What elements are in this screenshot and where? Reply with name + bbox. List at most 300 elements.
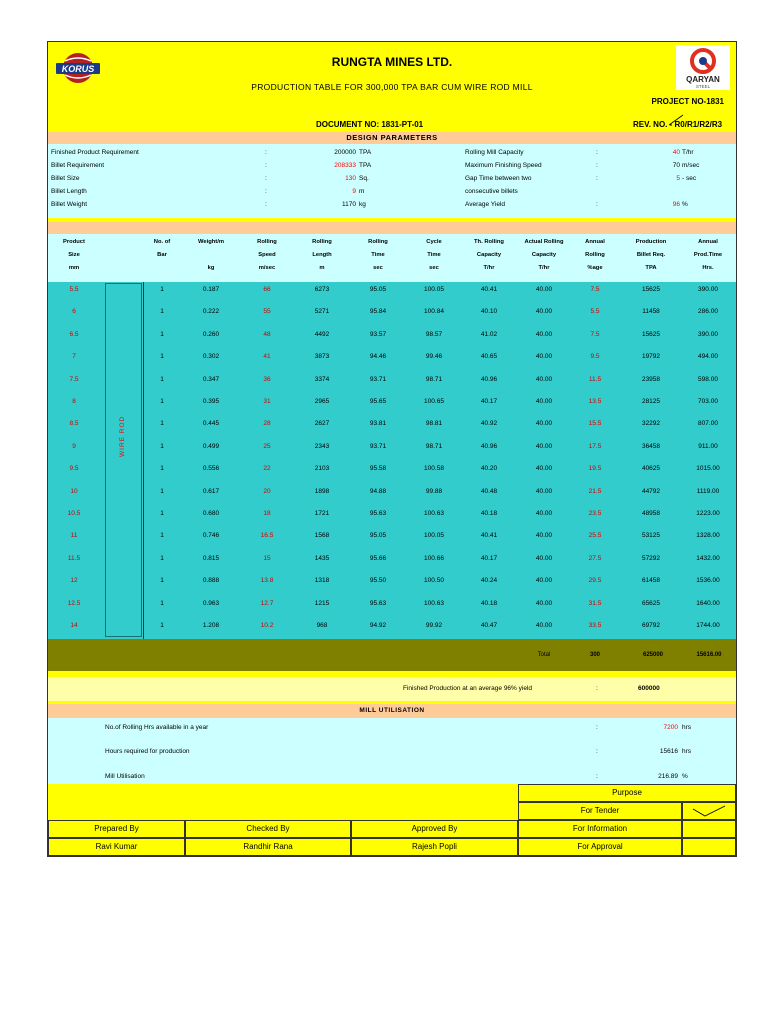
qaryan-logo-text: QARYAN <box>686 75 720 84</box>
table-cell: 99.46 <box>425 353 443 361</box>
wire-rod-label: WIRE ROD <box>119 415 126 457</box>
table-cell: 40.00 <box>535 532 553 540</box>
table-cell: 1640.00 <box>696 599 720 607</box>
mill-label: Hours required for production <box>105 748 190 755</box>
column-header: Time <box>371 252 385 258</box>
column-header: Rolling <box>585 252 605 258</box>
for-information-checkbox <box>682 820 736 838</box>
table-cell: 2343 <box>314 442 330 450</box>
table-cell: 20 <box>263 487 271 495</box>
table-cell: 0.260 <box>202 330 220 338</box>
table-cell: 11.5 <box>588 375 602 383</box>
param-label: Finished Product Requirement <box>51 149 139 156</box>
table-cell: 19.5 <box>588 465 602 473</box>
table-cell: 1 <box>160 353 164 361</box>
total-billet: 625000 <box>642 652 664 658</box>
table-cell: 100.84 <box>424 308 444 316</box>
table-cell: 12 <box>70 577 78 585</box>
param-colon: : <box>596 149 598 156</box>
column-header: Capacity <box>476 252 502 258</box>
param-label: Billet Length <box>51 188 87 195</box>
total-row <box>48 639 736 671</box>
table-cell: 27.5 <box>588 554 602 562</box>
table-cell: 1015.00 <box>696 465 720 473</box>
table-cell: 100.58 <box>424 465 444 473</box>
column-header: %age <box>587 265 603 271</box>
table-cell: 0.499 <box>202 442 220 450</box>
param-value: 9 <box>352 188 356 195</box>
param-colon: : <box>265 201 267 208</box>
mill-utilisation-bar <box>48 704 736 718</box>
table-cell: 57292 <box>641 554 661 562</box>
table-cell: 0.347 <box>202 375 220 383</box>
table-cell: 1215 <box>314 599 330 607</box>
table-cell: 15.5 <box>588 420 602 428</box>
table-cell: 28125 <box>641 398 661 405</box>
table-cell: 40.00 <box>535 330 553 338</box>
param-colon: : <box>265 188 267 195</box>
table-cell: 13.8 <box>260 577 274 585</box>
param-unit: kg <box>359 201 366 208</box>
table-cell: 1119.00 <box>696 487 720 495</box>
table-cell: 40.92 <box>480 420 498 428</box>
table-cell: 11.5 <box>67 554 81 562</box>
table-cell: 5.5 <box>590 308 600 316</box>
table-cell: 15625 <box>641 330 661 338</box>
param-colon: : <box>265 149 267 156</box>
table-cell: 40.47 <box>480 622 498 629</box>
table-cell: 703.00 <box>698 398 718 405</box>
table-cell: 0.302 <box>202 353 220 361</box>
table-cell: 1328.00 <box>696 532 720 540</box>
for-approval-checkbox <box>682 838 736 856</box>
mill-label: Mill Utilisation <box>105 773 145 780</box>
table-cell: 55 <box>263 308 271 316</box>
table-cell: 40.18 <box>480 599 498 607</box>
table-cell: 100.66 <box>424 554 444 562</box>
table-cell: 100.63 <box>424 599 444 607</box>
table-cell: 16.5 <box>260 532 274 540</box>
table-cell: 40.96 <box>480 375 498 383</box>
column-header: Product <box>63 239 85 245</box>
table-cell: 33.5 <box>588 622 602 629</box>
table-cell: 95.63 <box>369 510 387 517</box>
mill-unit: hrs <box>682 748 692 755</box>
table-cell: 2627 <box>314 420 330 428</box>
table-cell: 3873 <box>314 353 330 361</box>
param-unit: Sq. <box>359 175 369 182</box>
table-cell: 66 <box>263 286 271 293</box>
checked-by-label: Checked By <box>185 820 351 838</box>
table-cell: 40.00 <box>535 420 553 428</box>
table-cell: 95.58 <box>369 465 387 473</box>
table-cell: 1318 <box>314 577 330 585</box>
param-colon: : <box>596 201 598 208</box>
table-cell: 40.00 <box>535 308 553 316</box>
table-cell: 40.00 <box>535 487 553 495</box>
table-cell: 0.963 <box>202 599 220 607</box>
table-cell: 1568 <box>314 532 330 540</box>
param-colon: : <box>265 162 267 169</box>
table-cell: 0.815 <box>202 554 220 562</box>
table-cell: 40.10 <box>480 308 498 316</box>
table-cell: 0.222 <box>202 308 220 316</box>
column-header: m <box>319 265 325 271</box>
table-cell: 6273 <box>314 286 330 293</box>
table-cell: 40.18 <box>480 510 498 517</box>
column-header: mm <box>68 265 80 271</box>
table-cell: 3374 <box>314 375 330 383</box>
table-cell: 98.71 <box>425 375 443 383</box>
table-cell: 5.5 <box>69 286 79 293</box>
table-cell: 2965 <box>314 398 330 405</box>
mill-label: No.of Rolling Hrs available in a year <box>105 724 209 731</box>
mill-colon: : <box>596 773 598 780</box>
finished-production-colon: : <box>596 685 598 692</box>
mill-colon: : <box>596 724 598 731</box>
table-header <box>48 234 736 282</box>
table-cell: 10.2 <box>260 622 274 629</box>
mill-value: 7200 <box>663 724 678 731</box>
table-cell: 10.5 <box>67 510 81 517</box>
column-header: T/hr <box>538 265 550 271</box>
table-cell: 390.00 <box>698 286 718 293</box>
revision-number: REV. NO. - R0/R1/R2/R3 <box>633 120 723 129</box>
column-header: Hrs. <box>702 265 714 271</box>
column-header: T/hr <box>483 265 495 271</box>
column-header: sec <box>429 265 439 271</box>
mill-utilisation-title: MILL UTILISATION <box>359 707 425 714</box>
column-header: Billet Req. <box>636 252 666 258</box>
mill-unit: % <box>682 773 688 780</box>
for-approval-cell: For Approval <box>518 838 682 856</box>
table-cell: 40.00 <box>535 442 553 450</box>
column-header: Rolling <box>312 239 332 245</box>
table-cell: 40.41 <box>480 532 498 540</box>
table-cell: 10 <box>70 487 78 495</box>
table-cell: 53125 <box>641 532 661 540</box>
table-cell: 93.57 <box>369 330 387 338</box>
table-cell: 0.746 <box>202 532 220 540</box>
table-cell: 6.5 <box>69 330 79 338</box>
table-cell: 100.63 <box>424 510 444 517</box>
param-colon: : <box>265 175 267 182</box>
column-header: Rolling <box>257 239 277 245</box>
table-cell: 95.84 <box>369 308 387 316</box>
table-cell: 7 <box>72 353 76 361</box>
table-cell: 598.00 <box>698 375 718 383</box>
table-subtitle: PRODUCTION TABLE FOR 300,000 TPA BAR CUM WIRE ROD MILL <box>251 82 533 92</box>
table-cell: 40.20 <box>480 465 498 473</box>
table-cell: 7.5 <box>69 375 79 383</box>
table-cell: 17.5 <box>588 442 602 450</box>
column-header: Time <box>427 252 441 258</box>
table-cell: 21.5 <box>588 487 602 495</box>
table-cell: 1432.00 <box>696 554 720 562</box>
table-cell: 40.00 <box>535 398 553 405</box>
table-cell: 95.50 <box>369 577 387 585</box>
table-cell: 1 <box>160 420 164 428</box>
param-value: 200000 <box>334 149 356 156</box>
table-cell: 1 <box>160 398 164 405</box>
column-header: Size <box>68 252 80 258</box>
table-cell: 1898 <box>314 487 330 495</box>
table-cell: 1 <box>160 442 164 450</box>
param-value: 96 <box>672 201 680 208</box>
table-cell: 15625 <box>641 286 661 293</box>
param-label: consecutive billets <box>465 188 518 195</box>
table-cell: 1744.00 <box>696 622 720 629</box>
table-cell: 13.5 <box>588 398 602 405</box>
param-unit: T/hr <box>682 149 694 156</box>
param-label: Billet Requirement <box>51 162 105 169</box>
mill-value: 216.89 <box>658 773 678 780</box>
table-cell: 494.00 <box>698 353 718 361</box>
column-header: Length <box>312 252 332 258</box>
table-cell: 11 <box>70 532 78 540</box>
table-cell: 1.208 <box>202 622 220 629</box>
param-label: Average Yield <box>465 201 505 208</box>
param-value: 1170 <box>342 201 356 208</box>
design-parameters-title: DESIGN PARAMETERS <box>346 133 438 142</box>
param-colon: : <box>596 175 598 182</box>
table-cell: 99.88 <box>425 487 443 495</box>
table-cell: 23958 <box>641 375 661 383</box>
param-label: Gap Time between two <box>465 175 532 182</box>
table-cell: 9.5 <box>590 353 600 361</box>
column-header: Capacity <box>531 252 557 258</box>
table-cell: 95.05 <box>369 286 387 293</box>
column-header: sec <box>373 265 383 271</box>
table-cell: 94.88 <box>369 487 387 495</box>
table-cell: 8.5 <box>69 420 79 428</box>
param-unit: TPA <box>359 149 372 156</box>
table-cell: 0.187 <box>202 286 220 293</box>
table-cell: 968 <box>316 622 328 629</box>
table-cell: 36458 <box>641 442 661 450</box>
table-cell: 31 <box>263 398 271 405</box>
table-cell: 41.02 <box>480 330 498 338</box>
table-cell: 6 <box>72 308 76 316</box>
company-title: RUNGTA MINES LTD. <box>331 55 453 69</box>
table-cell: 1 <box>160 532 164 540</box>
qaryan-logo-sub: STEEL <box>695 84 711 89</box>
table-cell: 95.66 <box>369 554 387 562</box>
finished-production-value: 600000 <box>638 685 660 692</box>
table-cell: 48958 <box>641 510 661 517</box>
table-cell: 40.17 <box>480 554 498 562</box>
table-cell: 31.5 <box>588 599 602 607</box>
table-cell: 40.24 <box>480 577 498 585</box>
table-cell: 40.17 <box>480 398 498 405</box>
for-information-cell: For Information <box>518 820 682 838</box>
table-cell: 1 <box>160 599 164 607</box>
mill-utilisation-panel <box>48 718 736 784</box>
table-cell: 0.395 <box>202 398 220 405</box>
param-value: 130 <box>345 175 356 182</box>
table-cell: 25.5 <box>588 532 602 540</box>
table-cell: 44792 <box>641 487 661 495</box>
finished-production-label: Finished Production at an average 96% yield <box>403 685 532 692</box>
column-header: Production <box>635 239 667 245</box>
table-cell: 8 <box>72 398 76 405</box>
table-cell: 28 <box>263 420 271 428</box>
table-cell: 1721 <box>314 510 330 517</box>
prepared-by-label: Prepared By <box>48 820 185 838</box>
table-cell: 23.5 <box>588 510 602 517</box>
table-cell: 100.05 <box>424 286 444 293</box>
mill-colon: : <box>596 748 598 755</box>
production-table-sheet <box>47 41 737 857</box>
column-header: m/sec <box>258 265 276 271</box>
table-cell: 41 <box>263 353 271 361</box>
table-cell: 1 <box>160 577 164 585</box>
param-label: Billet Weight <box>51 201 88 208</box>
document-number: DOCUMENT NO: 1831-PT-01 <box>316 120 424 129</box>
table-cell: 69792 <box>641 622 661 629</box>
param-value: 70 <box>672 162 680 169</box>
table-cell: 25 <box>263 442 271 450</box>
table-cell: 22 <box>263 465 271 473</box>
table-cell: 93.81 <box>369 420 387 428</box>
table-cell: 0.888 <box>202 577 220 585</box>
table-cell: 40.00 <box>535 353 553 361</box>
for-tender-checkbox <box>682 802 736 820</box>
param-label: Rolling Mill Capacity <box>465 149 524 156</box>
column-header: Actual Rolling <box>524 239 564 245</box>
table-cell: 1 <box>160 465 164 473</box>
column-header: TPA <box>645 265 657 271</box>
table-cell: 40.00 <box>535 286 553 293</box>
korus-logo-text: KORUS <box>61 64 95 74</box>
param-value: 40 <box>672 149 680 156</box>
table-cell: 1536.00 <box>696 577 720 585</box>
table-cell: 1 <box>160 554 164 562</box>
table-header-bar <box>48 222 736 234</box>
approved-by-label: Approved By <box>351 820 518 838</box>
table-cell: 12.5 <box>67 599 81 607</box>
table-cell: 11458 <box>642 308 660 316</box>
param-label: Billet Size <box>51 175 80 182</box>
table-cell: 95.05 <box>369 532 387 540</box>
param-unit: % <box>682 201 688 208</box>
finished-production-row <box>48 677 736 701</box>
table-cell: 98.81 <box>425 420 443 428</box>
table-cell: 36 <box>263 375 271 383</box>
table-cell: 95.63 <box>369 599 387 607</box>
table-cell: 15 <box>263 554 271 562</box>
table-cell: 40.00 <box>535 375 553 383</box>
table-cell: 0.680 <box>202 510 220 517</box>
table-cell: 390.00 <box>698 330 718 338</box>
table-cell: 1 <box>160 510 164 517</box>
table-cell: 1223.00 <box>696 510 720 517</box>
table-cell: 40.00 <box>535 510 553 517</box>
table-cell: 40.65 <box>480 353 498 361</box>
table-cell: 40.41 <box>480 286 498 293</box>
table-cell: 7.5 <box>590 286 600 293</box>
design-parameters-panel <box>48 144 736 218</box>
table-cell: 100.50 <box>424 577 444 585</box>
column-header: Cycle <box>426 239 442 245</box>
table-cell: 1 <box>160 286 164 293</box>
param-colon: : <box>596 162 598 169</box>
param-unit: - sec <box>682 175 697 182</box>
table-cell: 14 <box>70 622 78 629</box>
table-cell: 40.96 <box>480 442 498 450</box>
table-cell: 286.00 <box>698 308 718 316</box>
table-cell: 2103 <box>314 465 330 473</box>
table-cell: 40.00 <box>535 577 553 585</box>
table-cell: 9.5 <box>69 465 79 473</box>
table-cell: 1435 <box>314 554 330 562</box>
param-label: Maximum Finishing Speed <box>465 162 542 169</box>
total-percent: 300 <box>589 652 600 658</box>
table-cell: 94.92 <box>369 622 387 629</box>
table-cell: 40.00 <box>535 465 553 473</box>
column-header: kg <box>207 265 215 271</box>
table-cell: 807.00 <box>698 420 718 428</box>
table-cell: 40.00 <box>535 554 553 562</box>
table-cell: 40.48 <box>480 487 498 495</box>
table-cell: 93.71 <box>369 375 387 383</box>
table-cell: 98.57 <box>425 330 443 338</box>
column-header: No. of <box>153 239 171 245</box>
table-cell: 40625 <box>641 465 661 473</box>
table-cell: 911.00 <box>698 442 718 450</box>
table-cell: 5271 <box>314 308 330 316</box>
table-cell: 100.05 <box>424 532 444 540</box>
project-number: PROJECT NO-1831 <box>651 97 724 106</box>
table-cell: 0.445 <box>202 420 220 428</box>
table-cell: 19792 <box>641 353 661 361</box>
table-cell: 94.46 <box>369 353 387 361</box>
revision-tick-icon <box>668 114 684 126</box>
table-cell: 1 <box>160 487 164 495</box>
param-value: 208333 <box>334 162 356 169</box>
total-label: Total <box>537 652 551 658</box>
table-cell: 100.65 <box>424 398 444 405</box>
table-cell: 99.92 <box>425 622 443 629</box>
purpose-cell: Purpose <box>518 784 736 802</box>
table-cell: 1 <box>160 622 164 629</box>
table-cell: 40.00 <box>535 599 553 607</box>
for-tender-cell: For Tender <box>518 802 682 820</box>
param-unit: m <box>359 188 365 195</box>
table-cell: 12.7 <box>260 599 274 607</box>
column-header: Speed <box>258 252 276 258</box>
param-value: 5 <box>676 175 680 182</box>
table-cell: 4492 <box>314 330 330 338</box>
mill-unit: hrs <box>682 724 692 731</box>
param-unit: TPA <box>359 162 372 169</box>
table-cell: 1 <box>160 375 164 383</box>
param-unit: m/sec <box>682 162 700 169</box>
approved-by-name: Rajesh Popli <box>351 838 518 856</box>
table-cell: 0.556 <box>202 465 220 473</box>
column-header: Weight/m <box>198 239 224 245</box>
table-cell: 0.617 <box>202 487 220 495</box>
table-cell: 98.71 <box>425 442 443 450</box>
table-cell: 32292 <box>641 420 661 428</box>
total-hours: 15616.00 <box>696 652 722 658</box>
table-cell: 18 <box>263 510 271 517</box>
table-cell: 9 <box>72 442 76 450</box>
tick-icon <box>683 803 735 819</box>
column-header: Rolling <box>368 239 388 245</box>
column-header: Bar <box>157 252 167 258</box>
table-cell: 93.71 <box>369 442 387 450</box>
